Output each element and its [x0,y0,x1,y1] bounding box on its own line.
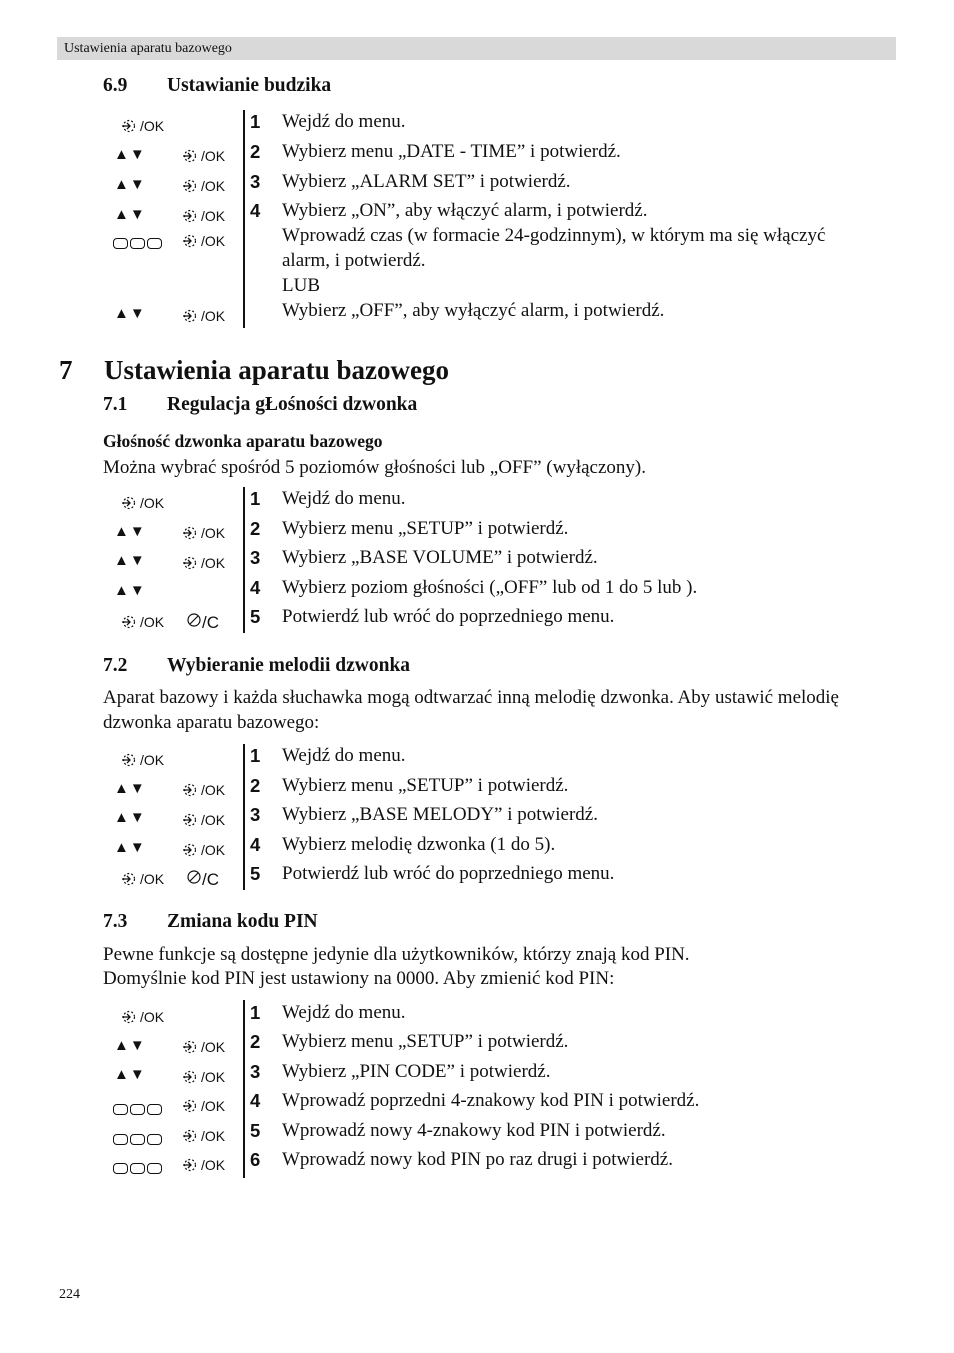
step-number: 4 [250,577,261,598]
steps-divider-line [243,744,245,890]
step-text: Wprowadź nowy kod PIN po raz drugi i potwierdź. [282,1149,673,1170]
ok-key-icon: /OK [181,308,225,324]
step-text: Wprowadź poprzedni 4-znakowy kod PIN i potwierdź. [282,1090,700,1111]
ok-key-icon: /OK [181,525,225,541]
step-number: 2 [250,1031,261,1052]
section-title: Ustawianie budzika [167,75,332,96]
chapter-7-heading [59,354,659,386]
ok-key-icon: /OK [181,148,225,164]
ok-key-icon: /OK [181,1098,225,1114]
arrow-up-down-icon: ▲▼ [114,780,146,797]
step-number: 2 [250,775,261,796]
ok-key-icon: /OK [181,1157,225,1173]
ok-key-icon: /OK [181,812,225,828]
ok-key-icon: /OK [120,871,164,887]
number-keys-icon [113,1159,164,1175]
back-cancel-key-icon: /C [186,869,219,888]
section-number: 7.1 [103,394,128,415]
step-number: 2 [250,518,261,539]
arrow-up-down-icon: ▲▼ [114,809,146,826]
arrow-up-down-icon: ▲▼ [114,1066,146,1083]
page-number: 224 [59,1287,80,1302]
step-text: Wybierz „ON”, aby włączyć alarm, i potwierdź. [282,200,648,221]
arrow-up-down-icon: ▲▼ [114,305,146,322]
back-cancel-key-icon: /C [186,612,219,631]
step-text: Wprowadź czas (w formacie 24-godzinnym), w którym ma się włączyć [282,225,826,246]
step-number: 5 [250,1120,261,1141]
step-number: 1 [250,111,261,132]
ok-key-icon: /OK [120,495,164,511]
arrow-up-down-icon: ▲▼ [114,523,146,540]
ok-key-icon: /OK [120,752,164,768]
step-number: 3 [250,1061,261,1082]
step-number: 3 [250,547,261,568]
step-text: Wybierz „PIN CODE” i potwierdź. [282,1061,551,1082]
ok-key-icon: /OK [181,1039,225,1055]
step-text: Wybierz „ALARM SET” i potwierdź. [282,171,571,192]
step-text: Wejdź do menu. [282,745,406,766]
section-number: 6.9 [103,75,128,96]
section-7-3-heading [103,910,703,934]
section-title: Wybieranie melodii dzwonka [167,655,411,676]
paragraph: dzwonka aparatu bazowego: [103,712,320,733]
arrow-up-down-icon: ▲▼ [114,839,146,856]
step-text: Wybierz melodię dzwonka (1 do 5). [282,834,556,855]
step-text: Wybierz menu „SETUP” i potwierdź. [282,518,569,539]
step-text: Wybierz menu „DATE - TIME” i potwierdź. [282,141,621,162]
paragraph: Można wybrać spośród 5 poziomów głośności lub „OFF” (wyłączony). [103,457,646,478]
step-number: 4 [250,1090,261,1111]
step-number: 1 [250,488,261,509]
chapter-number: 7 [59,355,73,385]
step-text: Wprowadź nowy 4-znakowy kod PIN i potwierdź. [282,1120,666,1141]
steps-divider-line [243,487,245,633]
or-label: LUB [282,275,320,296]
step-text: Wybierz „BASE VOLUME” i potwierdź. [282,547,598,568]
steps-divider-line [243,1000,245,1178]
step-text: alarm, i potwierdź. [282,250,426,271]
steps-divider-line [243,110,245,328]
number-keys-icon [113,234,164,250]
step-number: 5 [250,863,261,884]
ok-key-icon: /OK [120,118,164,134]
step-text: Wejdź do menu. [282,488,406,509]
ok-key-icon: /OK [181,842,225,858]
section-7-1-heading [103,393,703,417]
ok-key-icon: /OK [181,233,225,249]
paragraph: Aparat bazowy i każda słuchawka mogą odtwarzać inną melodię dzwonka. Aby ustawić melodię [103,687,839,708]
ok-key-icon: /OK [181,178,225,194]
step-number: 1 [250,1002,261,1023]
ok-key-icon: /OK [181,1069,225,1085]
step-text: Potwierdź lub wróć do poprzedniego menu. [282,863,615,884]
step-text: Wybierz menu „SETUP” i potwierdź. [282,1031,569,1052]
step-number: 3 [250,171,261,192]
number-keys-icon [113,1130,164,1146]
ok-key-icon: /OK [181,208,225,224]
step-text: Wejdź do menu. [282,1002,406,1023]
number-keys-icon [113,1100,164,1116]
step-number: 2 [250,141,261,162]
running-header-title: Ustawienia aparatu bazowego [64,41,232,56]
ok-key-icon: /OK [120,614,164,630]
section-6-9-heading [103,74,703,98]
arrow-up-down-icon: ▲▼ [114,176,146,193]
section-7-2-heading [103,654,703,678]
step-number: 3 [250,804,261,825]
step-number: 4 [250,834,261,855]
arrow-up-down-icon: ▲▼ [114,146,146,163]
paragraph: Domyślnie kod PIN jest ustawiony na 0000. Aby zmienić kod PIN: [103,968,615,989]
section-title: Regulacja gŁośności dzwonka [167,394,418,415]
step-number: 1 [250,745,261,766]
arrow-up-down-icon: ▲▼ [114,206,146,223]
arrow-up-down-icon: ▲▼ [114,552,146,569]
step-text: Wybierz poziom głośności („OFF” lub od 1 do 5 lub ). [282,577,698,598]
step-text: Wejdź do menu. [282,111,406,132]
step-text: Wybierz menu „SETUP” i potwierdź. [282,775,569,796]
arrow-up-down-icon: ▲▼ [114,1037,146,1054]
step-text: Wybierz „BASE MELODY” i potwierdź. [282,804,598,825]
paragraph: Pewne funkcje są dostępne jedynie dla użytkowników, którzy znają kod PIN. [103,944,690,965]
step-number: 4 [250,200,261,221]
chapter-title: Ustawienia aparatu bazowego [104,355,449,385]
ok-key-icon: /OK [181,782,225,798]
arrow-up-down-icon: ▲▼ [114,582,146,599]
section-number: 7.2 [103,655,128,676]
section-title: Zmiana kodu PIN [167,911,318,932]
step-text: Potwierdź lub wróć do poprzedniego menu. [282,606,615,627]
section-number: 7.3 [103,911,128,932]
step-number: 5 [250,606,261,627]
step-text: Wybierz „OFF”, aby wyłączyć alarm, i potwierdź. [282,300,665,321]
ok-key-icon: /OK [120,1009,164,1025]
ok-key-icon: /OK [181,555,225,571]
step-number: 6 [250,1149,261,1170]
ok-key-icon: /OK [181,1128,225,1144]
subsection-heading: Głośność dzwonka aparatu bazowego [103,431,383,451]
